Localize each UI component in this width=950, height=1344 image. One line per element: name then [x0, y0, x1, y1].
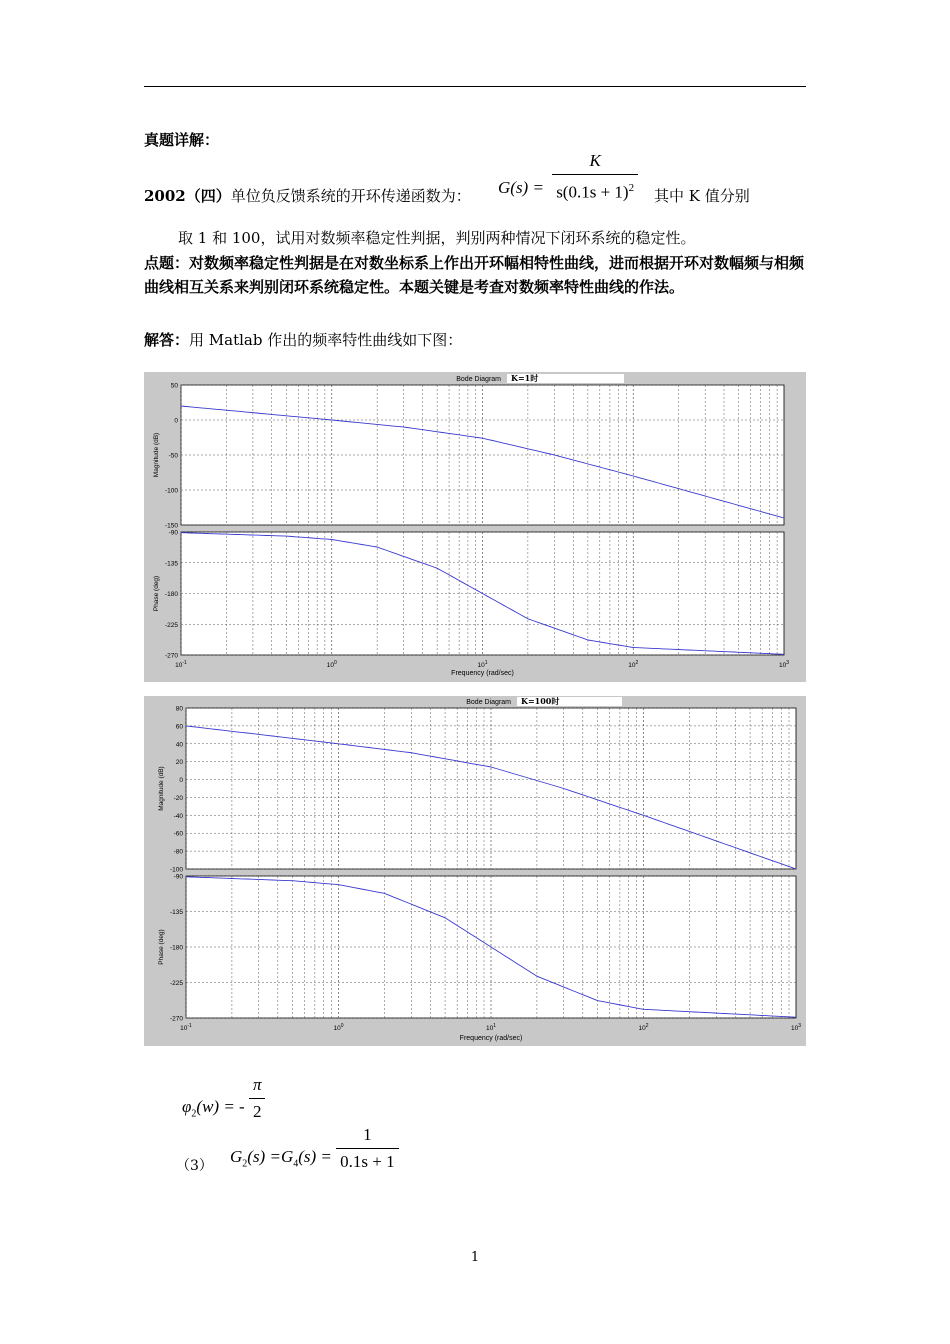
y-tick-label: -135: [169, 909, 183, 916]
y-tick-label: -225: [169, 980, 183, 987]
section-title: 真题详解：: [144, 131, 220, 149]
y-tick-label: -90: [168, 529, 178, 537]
formula-den-text: s(0.1s + 1): [556, 182, 629, 202]
y-axis-label: Phase (deg): [153, 575, 160, 612]
g-num: 1: [363, 1125, 372, 1144]
y-tick-label: 40: [175, 741, 183, 749]
y-tick-label: -225: [164, 621, 178, 629]
phi-den: 2: [249, 1098, 266, 1123]
x-tick-label: $10^0$: [326, 660, 337, 669]
answer-text: 用 Matlab 作出的频率特性曲线如下图：: [189, 331, 463, 349]
y-tick-label: -40: [173, 812, 183, 820]
answer-label: 解答：: [144, 331, 190, 349]
y-tick-label: -150: [164, 522, 178, 530]
g-den: 0.1s + 1: [336, 1148, 398, 1173]
x-tick-label: $10^{-1}$: [175, 660, 187, 669]
page-number: 1: [470, 1250, 480, 1265]
x-tick-label: $10^3$: [778, 660, 790, 669]
x-tick-label: $10^1$: [477, 660, 488, 669]
chart-annotation: K=1时: [511, 373, 539, 383]
g-rhs: (s) =: [298, 1147, 332, 1167]
y-axis-label: Magnitude (dB): [158, 766, 165, 811]
g2-sub: 2: [242, 1158, 248, 1170]
g2-symbol: G: [230, 1147, 243, 1167]
chart-title: Bode Diagram: [456, 376, 501, 383]
y-tick-label: -180: [169, 944, 183, 952]
x-axis-label: Frequency (rad/sec): [459, 1035, 523, 1042]
problem-label: 2002（四）: [144, 187, 231, 205]
problem-text: 单位负反馈系统的开环传递函数为：: [230, 187, 471, 205]
bode-plot-k100: [144, 696, 806, 1046]
phi-formula: [182, 1074, 265, 1123]
bode-figure-k1: [144, 372, 806, 682]
phi-sub: 2: [191, 1108, 197, 1120]
problem-line: [144, 186, 471, 206]
g-fraction: [336, 1124, 398, 1173]
formula-den: [552, 175, 638, 204]
x-tick-label: $10^{-1}$: [180, 1023, 192, 1032]
y-tick-label: -135: [164, 560, 178, 568]
phi-num: π: [252, 1075, 262, 1094]
y-tick-label: -270: [169, 1015, 183, 1023]
header-rule: [144, 86, 806, 87]
formula-fraction: [552, 150, 638, 204]
y-tick-label: -80: [173, 848, 183, 856]
y-tick-label: 0: [174, 417, 178, 425]
y-tick-label: 50: [170, 382, 178, 390]
y-axis-label: Phase (deg): [158, 929, 165, 965]
problem-line2: 取 1 和 100，试用对数频率稳定性判据，判别两种情况下闭环系统的稳定性。: [178, 229, 696, 247]
y-tick-label: -20: [173, 794, 183, 802]
x-tick-label: $10^2$: [628, 660, 639, 669]
keypoint-label: 点题：: [144, 254, 190, 272]
answer-line: [144, 330, 462, 350]
x-tick-label: $10^1$: [485, 1023, 497, 1032]
problem-tail: 其中 K 值分别: [654, 187, 750, 205]
y-tick-label: 20: [175, 759, 183, 767]
y-tick-label: 0: [179, 777, 183, 785]
item-label: （3）: [176, 1158, 213, 1174]
phi-fraction: [249, 1074, 266, 1123]
formula-num: K: [552, 150, 638, 175]
y-tick-label: 80: [175, 705, 183, 713]
x-tick-label: $10^2$: [638, 1023, 649, 1032]
y-tick-label: 60: [175, 723, 183, 731]
y-tick-label: -60: [173, 830, 183, 838]
y-tick-label: -180: [164, 591, 178, 598]
transfer-function: [498, 150, 638, 204]
y-tick-label: -90: [173, 873, 183, 881]
keypoint-paragraph: [144, 251, 808, 299]
phi-symbol: φ: [182, 1097, 192, 1117]
g4-sub: 4: [293, 1158, 299, 1170]
x-axis-label: Frequency (rad/sec): [451, 670, 514, 677]
formula-den-exp: 2: [628, 182, 635, 194]
y-tick-label: -270: [164, 652, 178, 660]
formula-lhs: G(s) =: [498, 177, 544, 197]
y-tick-label: -100: [164, 487, 178, 495]
y-axis-label: Magnitude (dB): [153, 432, 160, 478]
bode-plot-k1: [144, 372, 806, 682]
g-mid: (s) =G: [247, 1147, 294, 1167]
phi-arg: (w) = -: [196, 1097, 245, 1117]
chart-title: Bode Diagram: [466, 699, 511, 706]
y-tick-label: -50: [168, 452, 178, 460]
y-tick-label: -100: [169, 866, 183, 874]
x-tick-label: $10^0$: [333, 1023, 344, 1032]
chart-annotation: K=100时: [521, 696, 560, 706]
g-formula: [230, 1124, 399, 1173]
x-tick-label: $10^3$: [790, 1023, 802, 1032]
keypoint-text: 对数频率稳定性判据是在对数坐标系上作出开环幅相特性曲线，进而根据开环对数幅频与相频曲线相互关系来判别闭环系统稳定性。本题关键是考查对数频率特性曲线的作法。: [144, 254, 805, 296]
bode-figure-k100: [144, 696, 806, 1046]
